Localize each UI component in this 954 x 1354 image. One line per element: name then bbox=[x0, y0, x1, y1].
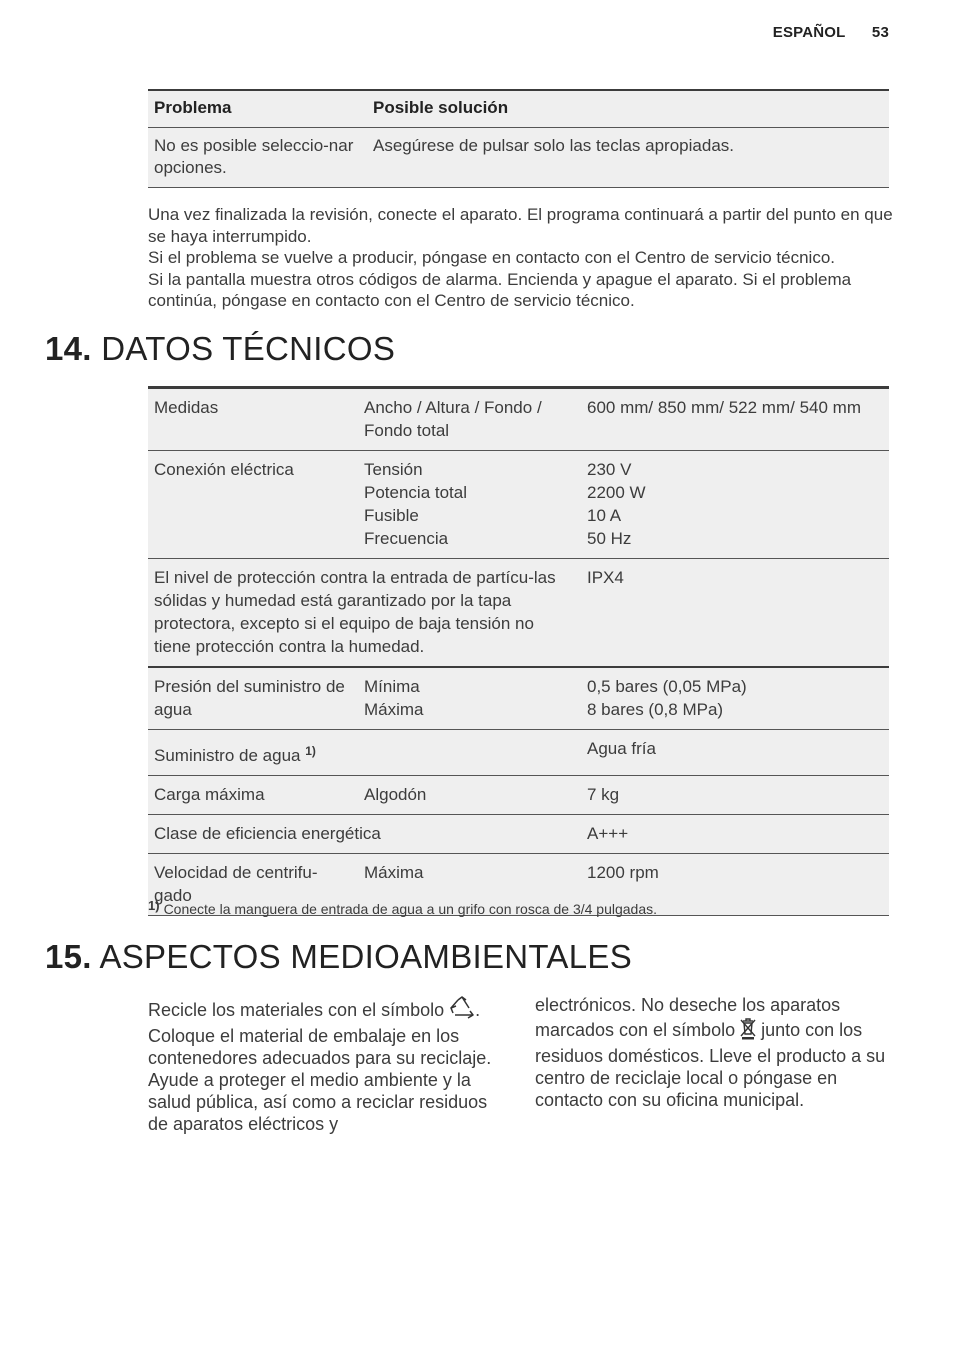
value-cell: 600 mm/ 850 mm/ 522 mm/ 540 mm bbox=[581, 388, 889, 451]
param-line: Máxima bbox=[364, 700, 424, 719]
param-cell: Máxima bbox=[358, 854, 581, 916]
crossed-bin-icon bbox=[740, 1016, 756, 1045]
param-line: Frecuencia bbox=[364, 529, 449, 548]
value-cell: 1200 rpm bbox=[581, 854, 889, 916]
param-cell bbox=[358, 667, 581, 730]
troubleshooting-text bbox=[148, 204, 893, 312]
label-text: Suministro de agua bbox=[154, 746, 301, 765]
param-cell bbox=[358, 730, 581, 776]
solution-cell: Asegúrese de pulsar solo las teclas apropiadas. bbox=[367, 128, 889, 188]
param-line: Mínima bbox=[364, 677, 420, 696]
label-cell: El nivel de protección contra la entrada de partícu-las sólidas y humedad está garantizado por la tapa protectora, excepto si el equipo de baja tensión no tiene protección contra la humedad. bbox=[148, 559, 581, 668]
label-cell: Carga máxima bbox=[148, 776, 358, 815]
param-cell: Ancho / Altura / Fondo / Fondo total bbox=[358, 388, 581, 451]
paragraph: Si el problema se vuelve a producir, póngase en contacto con el Centro de servicio técnico. bbox=[148, 248, 836, 267]
value-line: 8 bares (0,8 MPa) bbox=[587, 700, 724, 719]
column-header-problem: Problema bbox=[148, 90, 367, 128]
label-cell: Clase de eficiencia energética bbox=[148, 815, 581, 854]
footnote-mark: 1) bbox=[148, 898, 160, 913]
value-line: 10 A bbox=[587, 506, 622, 525]
label-cell: Conexión eléctrica bbox=[148, 451, 358, 559]
recycle-icon bbox=[449, 996, 475, 1025]
text-segment: . Coloque el material de embalaje en los contenedores adecuados para su reciclaje. Ayude a proteger el medio ambiente y la salud pública, así como a reciclar residuos de aparatos eléctricos y bbox=[148, 1000, 492, 1134]
value-line: 0,5 bares (0,05 MPa) bbox=[587, 677, 747, 696]
table-row-pressure bbox=[148, 667, 889, 730]
paragraph bbox=[148, 996, 503, 1135]
section-number: 14. bbox=[45, 330, 92, 367]
value-cell bbox=[581, 451, 889, 559]
environment-text-right bbox=[535, 994, 890, 1111]
label-cell bbox=[148, 730, 358, 776]
param-line: Fusible bbox=[364, 506, 419, 525]
label-cell: Medidas bbox=[148, 388, 358, 451]
value-line: 2200 W bbox=[587, 483, 646, 502]
table-row-water bbox=[148, 730, 889, 776]
section-title: DATOS TÉCNICOS bbox=[101, 330, 396, 367]
environment-text-left bbox=[148, 996, 503, 1135]
paragraph: Si la pantalla muestra otros códigos de alarma. Encienda y apague el aparato. Si el problema continúa, póngase en contacto con el Centro de servicio técnico. bbox=[148, 269, 852, 310]
header-language: ESPAÑOL bbox=[772, 24, 846, 41]
value-cell: Agua fría bbox=[581, 730, 889, 776]
page-number: 53 bbox=[871, 24, 889, 41]
table-row bbox=[148, 128, 889, 188]
table-header-row bbox=[148, 90, 889, 128]
value-cell bbox=[581, 667, 889, 730]
section-title: ASPECTOS MEDIOAMBIENTALES bbox=[99, 938, 633, 975]
param-cell: Algodón bbox=[358, 776, 581, 815]
problem-cell: No es posible seleccio-nar opciones. bbox=[148, 128, 367, 188]
section-heading-environment bbox=[45, 937, 632, 977]
text-segment: electrónicos. No deseche los aparatos marcados con el símbolo bbox=[535, 995, 841, 1040]
table-row-load bbox=[148, 776, 889, 815]
section-number: 15. bbox=[45, 938, 92, 975]
param-line: Potencia total bbox=[364, 483, 468, 502]
column-header-solution: Posible solución bbox=[367, 90, 889, 128]
paragraph bbox=[535, 994, 890, 1111]
footnote bbox=[148, 898, 657, 920]
value-cell: 7 kg bbox=[581, 776, 889, 815]
label-cell: Presión del suministro de agua bbox=[148, 667, 358, 730]
problem-table bbox=[148, 89, 889, 188]
page-header bbox=[773, 22, 889, 44]
value-line: 230 V bbox=[587, 460, 632, 479]
label-cell: Velocidad de centrifu-gado bbox=[148, 854, 358, 916]
text-segment: junto con los residuos domésticos. Lleve el producto a su centro de reciclaje local o póngase en contacto con su oficina municipal. bbox=[535, 1020, 886, 1110]
table-row-protection bbox=[148, 559, 889, 668]
table-row-electric bbox=[148, 451, 889, 559]
param-cell bbox=[358, 451, 581, 559]
footnote-mark: 1) bbox=[305, 744, 316, 758]
paragraph: Una vez finalizada la revisión, conecte el aparato. El programa continuará a partir del punto en que se haya interrumpido. bbox=[148, 205, 893, 246]
param-line: Tensión bbox=[364, 460, 423, 479]
footnote-text: Conecte la manguera de entrada de agua a un grifo con rosca de 3/4 pulgadas. bbox=[163, 901, 658, 917]
value-line: 50 Hz bbox=[587, 529, 632, 548]
text-segment: Recicle los materiales con el símbolo bbox=[148, 1000, 445, 1020]
table-row-energy bbox=[148, 815, 889, 854]
value-cell: IPX4 bbox=[581, 559, 889, 668]
technical-data-table bbox=[148, 386, 889, 916]
value-cell: A+++ bbox=[581, 815, 889, 854]
table-row-dimensions bbox=[148, 388, 889, 451]
section-heading-technical-data bbox=[45, 329, 395, 369]
